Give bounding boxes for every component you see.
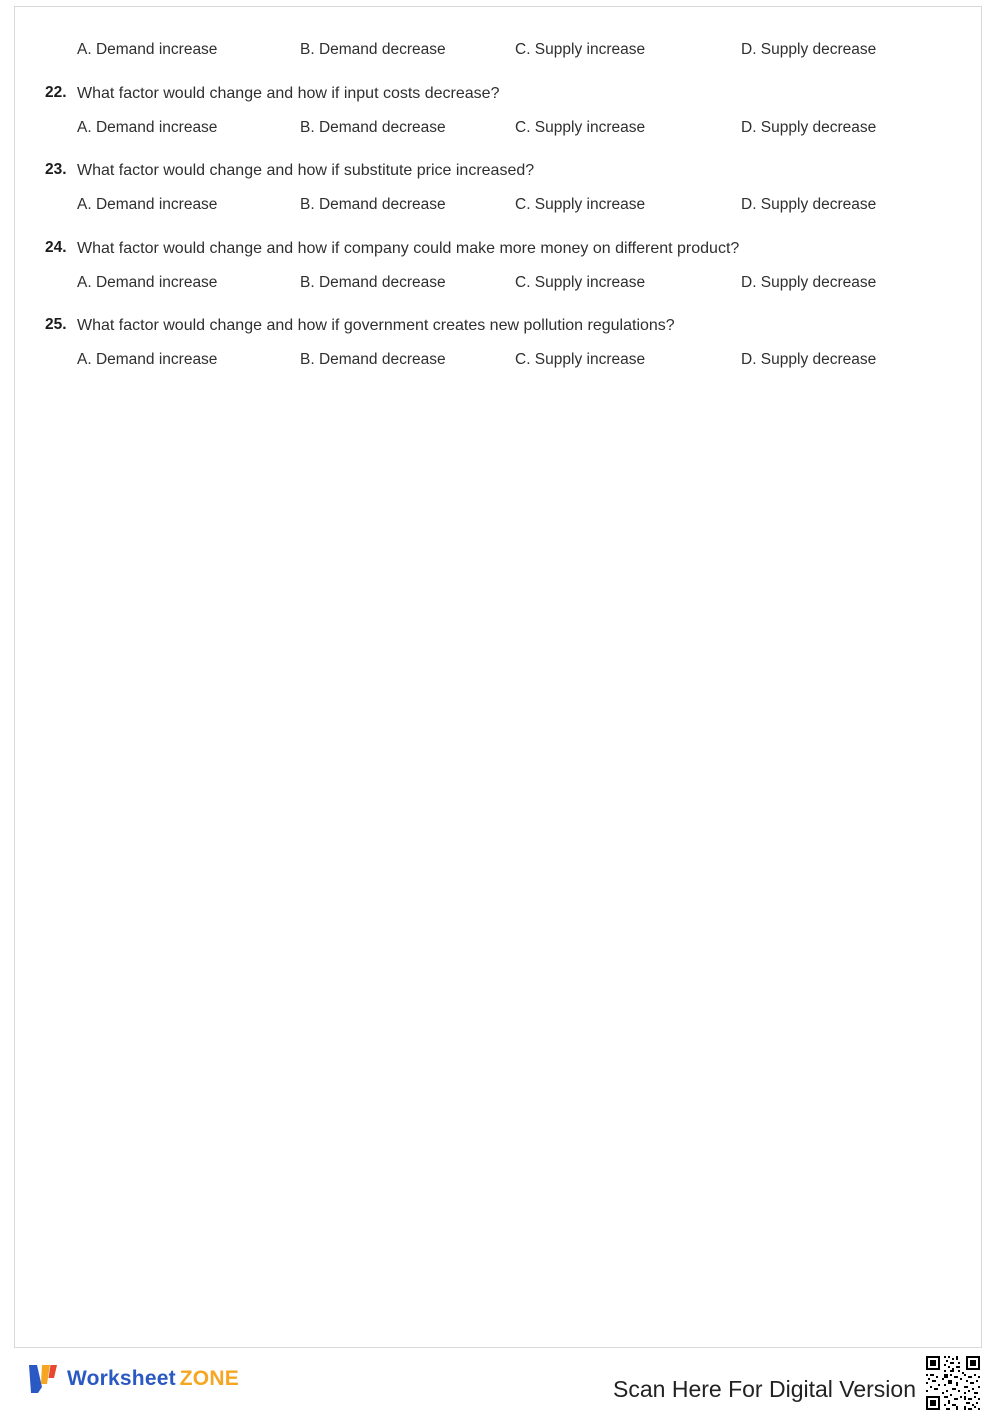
option-d[interactable]: D. Supply decrease	[741, 273, 877, 291]
scan-label: Scan Here For Digital Version	[613, 1376, 916, 1402]
question-line	[45, 239, 951, 259]
option-a[interactable]: A. Demand increase	[77, 118, 218, 136]
brand-word-worksheet: Worksheet	[67, 1367, 176, 1390]
options-row	[77, 274, 951, 293]
question-24	[45, 239, 951, 293]
option-a[interactable]: A. Demand increase	[77, 351, 218, 369]
question-line	[45, 161, 951, 181]
option-d[interactable]: D. Supply decrease	[741, 118, 877, 136]
logo-mark-icon	[28, 1362, 58, 1396]
qr-code-icon[interactable]	[924, 1354, 982, 1412]
question-number: 22.	[45, 83, 67, 101]
question-text: What factor would change and how if government creates new pollution regulations?	[77, 317, 675, 335]
option-c[interactable]: C. Supply increase	[515, 351, 646, 369]
option-b: B. Demand decrease	[300, 41, 446, 58]
question-23	[45, 161, 951, 215]
question-number: 24.	[45, 238, 67, 256]
option-c[interactable]: C. Supply increase	[515, 273, 646, 291]
option-c[interactable]: C. Supply increase	[515, 196, 646, 214]
brand-word-zone: ZONE	[179, 1367, 239, 1390]
option-d[interactable]: D. Supply decrease	[741, 196, 877, 214]
question-line	[45, 316, 951, 336]
options-row	[77, 196, 951, 215]
options-row	[77, 119, 951, 138]
option-b[interactable]: B. Demand decrease	[300, 273, 446, 291]
option-a: A. Demand increase	[77, 41, 218, 58]
option-d[interactable]: D. Supply decrease	[741, 351, 877, 369]
options-row	[77, 41, 951, 60]
option-b[interactable]: B. Demand decrease	[300, 196, 446, 214]
question-22	[45, 84, 951, 138]
option-a[interactable]: A. Demand increase	[77, 273, 218, 291]
question-text: What factor would change and how if company could make more money on different product?	[77, 239, 740, 257]
worksheet-content	[15, 7, 981, 370]
question-line	[45, 84, 951, 104]
option-c: C. Supply increase	[515, 41, 646, 58]
worksheet-zone-logo[interactable]	[28, 1362, 239, 1396]
worksheet-page	[14, 6, 982, 1348]
options-row	[77, 351, 951, 370]
option-d: D. Supply decrease	[741, 41, 877, 58]
page-footer	[14, 1352, 982, 1414]
question-text: What factor would change and how if input costs decrease?	[77, 84, 500, 102]
brand-text	[67, 1367, 239, 1391]
option-b[interactable]: B. Demand decrease	[300, 351, 446, 369]
option-b[interactable]: B. Demand decrease	[300, 118, 446, 136]
option-c[interactable]: C. Supply increase	[515, 118, 646, 136]
option-a[interactable]: A. Demand increase	[77, 196, 218, 214]
question-number: 25.	[45, 316, 67, 334]
question-25	[45, 316, 951, 370]
question-number: 23.	[45, 161, 67, 179]
question-text: What factor would change and how if substitute price increased?	[77, 162, 535, 180]
